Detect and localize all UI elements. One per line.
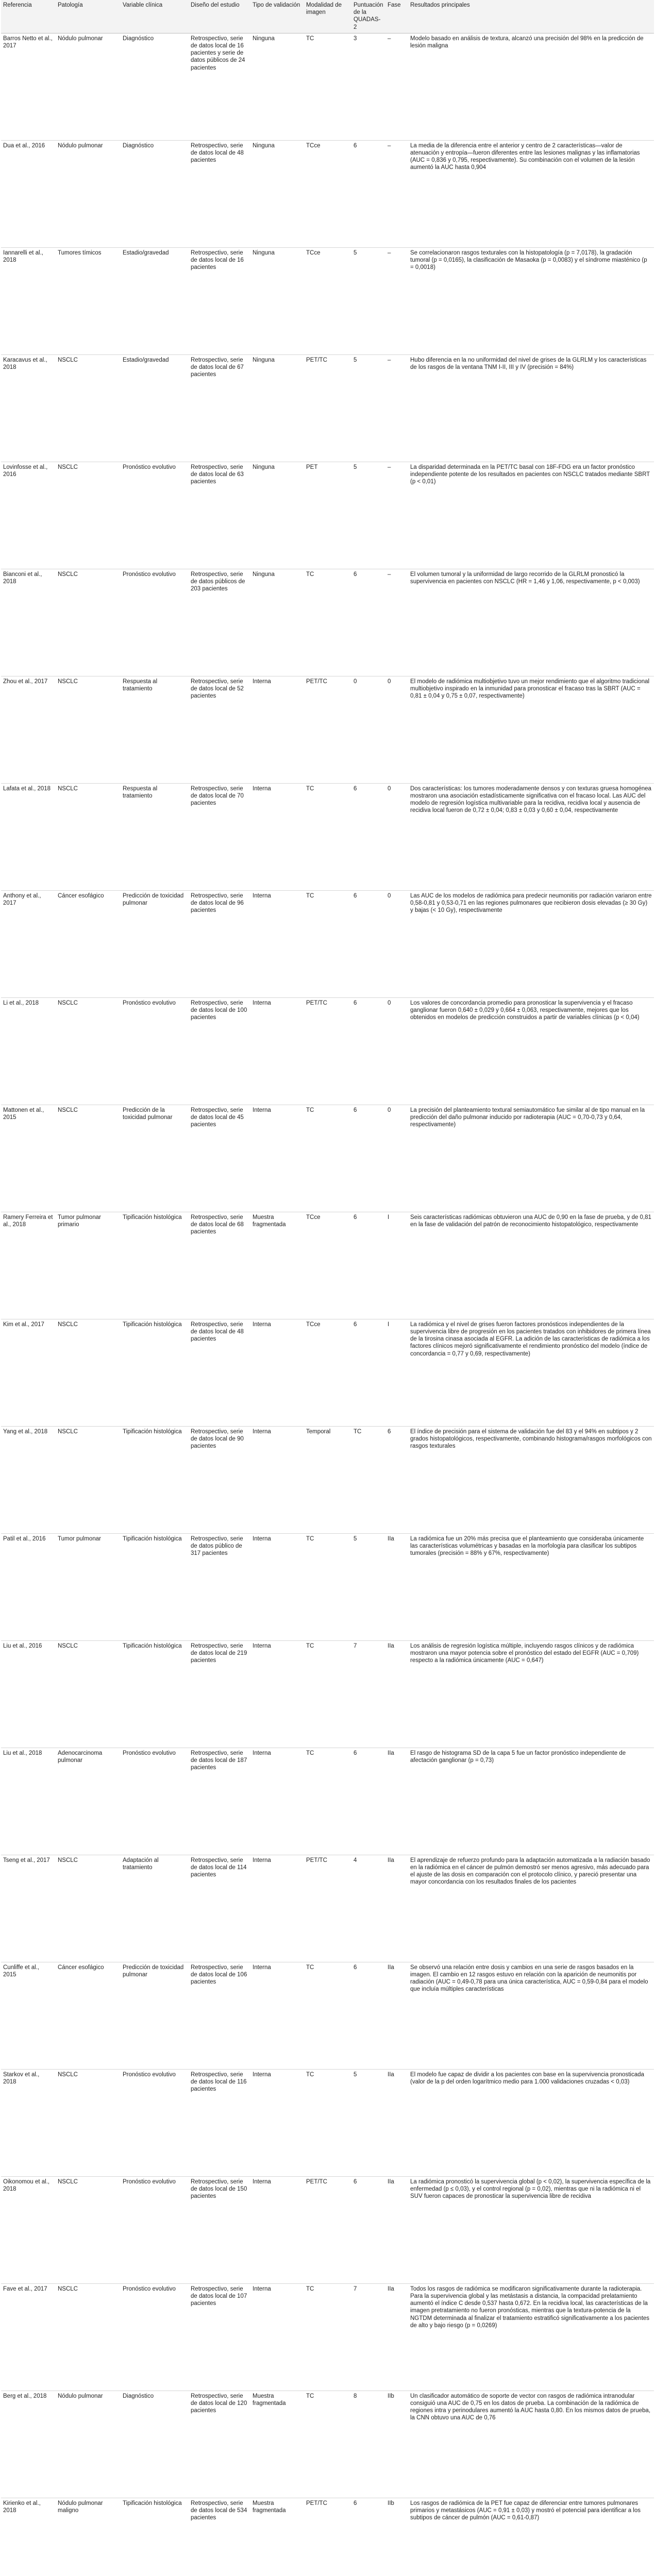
table-cell: Los rasgos de radiómica de la PET fue capaz de diferenciar entre tumores pulmonares primarios y metastásicos (AUC = 0,91 ± 0,03) y mostró el potencial para identificar a los subtipos de cáncer de pulmón (AUC = 0,61-0,87) (410, 2500, 641, 2521)
table-cell: Lafata et al., 2018 (3, 785, 51, 792)
table-row (1, 462, 654, 569)
table-cell: NSCLC (58, 1107, 78, 1113)
table-cell: – (388, 464, 391, 470)
table-cell: El volumen tumoral y la uniformidad de largo recorrido de la GLRLM pronosticó la supervivencia en pacientes con NSCLC (HR = 1,46 y 1,06, respectivamente, p < 0,003) (410, 571, 640, 585)
table-cell: – (388, 571, 391, 578)
table-cell: Retrospectivo, serie de datos local de 45 pacientes (191, 1107, 244, 1128)
table-cell: NSCLC (58, 1642, 78, 1649)
table-cell: PET/TC (306, 999, 327, 1006)
table-cell: Retrospectivo, serie de datos local de 52 pacientes (191, 678, 244, 700)
table-cell: Cáncer esofágico (58, 892, 104, 899)
table-cell: Respuesta al tratamiento (123, 785, 158, 800)
table-cell: TC (306, 571, 314, 578)
table-cell: I (388, 1214, 390, 1221)
table-cell: PET/TC (306, 357, 327, 363)
table-cell: Cáncer esofágico (58, 1964, 104, 1971)
table-cell: TC (306, 1964, 314, 1971)
table-cell: Dos características: los tumores moderadamente densos y con texturas gruesa homogénea mostraron una asociación estadísticamente significativa con el fracaso local. Las AUC del modelo de regresión logística multivariable para la recidiva, recidiva local y ausencia de recidiva local fueron de 0,72 ± 0,04; 0,83 ± 0,03 y 0,60 ± 0,04, respectivamente (410, 785, 651, 814)
table-cell: Retrospectivo, serie de datos públicos de 203 pacientes (191, 571, 245, 592)
table-cell: Un clasificador automático de soporte de vector con rasgos de radiómica intranodular consiguió una AUC de 0,75 en los datos de prueba. La combinación de la radiómica de regiones intra y perinodulares aumentó la AUC hasta 0,80. En los mismos datos de prueba, la CNN obtuvo una AUC de 0,76 (410, 2393, 651, 2421)
table-cell: Muestra fragmentada (253, 1214, 286, 1228)
table-cell: Pronóstico evolutivo (123, 2285, 176, 2292)
table-cell: Interna (253, 1857, 271, 1863)
table-cell: IIa (388, 1535, 394, 1542)
table-cell: Predicción de toxicidad pulmonar (123, 1964, 184, 1978)
table-cell: Pronóstico evolutivo (123, 464, 176, 470)
table-cell: NSCLC (58, 1321, 78, 1328)
table-cell: 4 (354, 1857, 357, 1863)
table-cell: TC (306, 1107, 314, 1113)
table-cell: 6 (354, 142, 357, 149)
table-cell: NSCLC (58, 357, 78, 363)
table-cell: NSCLC (58, 785, 78, 792)
table-cell: 8 (354, 2393, 357, 2399)
table-cell: NSCLC (58, 2285, 78, 2292)
table-cell: Nódulo pulmonar maligno (58, 2500, 103, 2514)
table-cell: Interna (253, 1964, 271, 1971)
table-cell: IIa (388, 2178, 394, 2185)
table-cell: Interna (253, 999, 271, 1006)
table-row (1, 890, 654, 997)
table-cell: Muestra fragmentada (253, 2393, 286, 2407)
table-row (1, 2498, 654, 2576)
table-cell: Adenocarcinoma pulmonar (58, 1750, 103, 1764)
table-cell: 5 (354, 464, 357, 470)
table-cell: – (388, 357, 391, 363)
table-cell: Retrospectivo, serie de datos local de 114 pacientes (191, 1857, 247, 1878)
table-cell: Tipificación histológica (123, 1214, 182, 1221)
table-header (1, 0, 654, 33)
table-cell: 6 (354, 1750, 357, 1756)
table-cell: Modelo basado en análisis de textura, alcanzó una precisión del 98% en la predicción de lesión maligna (410, 35, 644, 49)
table-cell: – (388, 142, 391, 149)
table-cell: 6 (354, 1214, 357, 1221)
table-cell: IIa (388, 2285, 394, 2292)
table-cell: Retrospectivo, serie de datos local de 120 pacientes (191, 2393, 247, 2414)
table-cell: El índice de precisión para el sistema de validación fue del 83 y el 94% en subtipos y 2 grados histopatológicos, respectivamente, combinando histograma/rasgos morfológicos con rasgos texturales (410, 1428, 652, 1450)
table-cell: Diagnóstico (123, 35, 154, 42)
table-cell: Estadio/gravedad (123, 357, 169, 363)
table-cell: Iannarelli et al., 2018 (3, 249, 43, 264)
table-cell: Pronóstico evolutivo (123, 999, 176, 1006)
table-cell: La media de la diferencia entre el anterior y centro de 2 características—valor de atenuación y entropía—fueron diferentes entre las lesiones malignas y las inflamatorias (AUC = 0,836 y 0,795, respectivamente). Su combinación con el volumen de la lesión aumentó la AUC hasta 0,904 (410, 142, 640, 171)
table-cell: Retrospectivo, serie de datos local de 116 pacientes (191, 2071, 247, 2093)
table-cell: TC (306, 2071, 314, 2078)
table-cell: Predicción de la toxicidad pulmonar (123, 1107, 173, 1121)
table-cell: TC (306, 892, 314, 899)
header-row (1, 0, 654, 33)
table-row (1, 997, 654, 1105)
table-cell: Liu et al., 2016 (3, 1642, 42, 1649)
table-cell: TC (354, 1428, 362, 1435)
table-cell: TC (306, 2393, 314, 2399)
table-cell: Retrospectivo, serie de datos público de 317 pacientes (191, 1535, 243, 1557)
table-cell: La radiómica fue un 20% más precisa que el planteamiento que consideraba únicamente las características volumétricas y basadas en la morfología para clasificar los subtipos tumorales (precisión = 88% y 67%, respectivamente) (410, 1535, 644, 1557)
table-row (1, 1533, 654, 1640)
table-cell: TC (306, 1535, 314, 1542)
table-cell: Retrospectivo, serie de datos local de 16 pacientes (191, 249, 244, 271)
table-row (1, 1640, 654, 1748)
table-cell: Tipificación histológica (123, 2500, 182, 2506)
table-cell: Anthony et al., 2017 (3, 892, 41, 907)
table-cell: IIa (388, 1964, 394, 1971)
table-cell: 0 (388, 678, 391, 685)
table-cell: 3 (354, 35, 357, 42)
table-row (1, 2391, 654, 2498)
table-cell: I (388, 1321, 390, 1328)
table-cell: Retrospectivo, serie de datos local de 100 pacientes (191, 999, 247, 1021)
table-cell: Tipificación histológica (123, 1428, 182, 1435)
table-row (1, 676, 654, 783)
table-cell: Karacavus et al., 2018 (3, 357, 47, 371)
table-cell: 6 (354, 2178, 357, 2185)
table-cell: La disparidad determinada en la PET/TC basal con 18F-FDG era un factor pronóstico independiente potente de los resultados en pacientes con NSCLC tratados mediante SBRT (p < 0,01) (410, 464, 650, 485)
table-cell: Retrospectivo, serie de datos local de 96 pacientes (191, 892, 244, 914)
table-cell: Pronóstico evolutivo (123, 2178, 176, 2185)
table-cell: Retrospectivo, serie de datos local de 219 pacientes (191, 1642, 247, 1664)
table-cell: Tumores tímicos (58, 249, 102, 256)
table-cell: Interna (253, 1428, 271, 1435)
table-row (1, 2283, 654, 2391)
table-cell: Interna (253, 678, 271, 685)
table-cell: NSCLC (58, 2178, 78, 2185)
table-cell: IIa (388, 1642, 394, 1649)
table-cell: IIa (388, 1750, 394, 1756)
column-header: Diseño del estudio (189, 0, 250, 33)
table-cell: IIa (388, 1857, 394, 1863)
table-cell: 0 (388, 999, 391, 1006)
table-cell: 6 (354, 1964, 357, 1971)
table-row (1, 140, 654, 247)
table-cell: PET/TC (306, 678, 327, 685)
table-cell: 0 (388, 785, 391, 792)
column-header: Resultados principales (408, 0, 654, 33)
table-body (1, 33, 654, 2576)
table-cell: Tseng et al., 2017 (3, 1857, 50, 1863)
table-cell: – (388, 249, 391, 256)
table-cell: TC (306, 2285, 314, 2292)
table-cell: Retrospectivo, serie de datos local de 48 pacientes (191, 142, 244, 164)
table-row (1, 569, 654, 676)
table-cell: Se correlacionaron rasgos texturales con la histopatología (p = 7,0178), la gradación tumoral (p = 0,0165), la clasificación de Masaoka (p = 0,0083) y el síndrome miasténico (p = 0,0018) (410, 249, 647, 271)
table-cell: NSCLC (58, 678, 78, 685)
table-cell: Ramery Ferreira et al., 2018 (3, 1214, 53, 1228)
table-cell: NSCLC (58, 464, 78, 470)
table-cell: 7 (354, 2285, 357, 2292)
table-cell: 5 (354, 249, 357, 256)
table-cell: Retrospectivo, serie de datos local de 48 pacientes (191, 1321, 244, 1343)
column-header: Variable clínica (121, 0, 189, 33)
table-cell: Nódulo pulmonar (58, 142, 103, 149)
table-cell: Ninguna (253, 249, 275, 256)
table-cell: Respuesta al tratamiento (123, 678, 158, 692)
table-cell: Kirienko et al., 2018 (3, 2500, 41, 2514)
table-cell: El modelo de radiómica multiobjetivo tuvo un mejor rendimiento que el algoritmo tradicional multiobjetivo inspirado en la inmunidad para pronosticar el fracaso tras la SBRT (AUC = 0,81 ± 0,04 y 0,75 ± 0,07, respectivamente) (410, 678, 650, 700)
table-cell: NSCLC (58, 1428, 78, 1435)
table-row (1, 2176, 654, 2283)
table-cell: Ninguna (253, 357, 275, 363)
table-cell: Temporal (306, 1428, 331, 1435)
table-cell: Interna (253, 2071, 271, 2078)
table-cell: Oikonomou et al., 2018 (3, 2178, 50, 2193)
table-cell: La radiómica y el nivel de grises fueron factores pronósticos independientes de la supervivencia libre de progresión en los pacientes tratados con inhibidores de primera línea de la tirosina cinasa asociada al EGFR. La adición de las características de radiómica a los factores clínicos mejoró significativamente el rendimiento pronóstico del modelo (índice de concordancia = 0,77 y 0,69, respectivamente) (410, 1321, 651, 1357)
table-cell: Mattonen et al., 2015 (3, 1107, 44, 1121)
table-cell: 5 (354, 357, 357, 363)
table-cell: 6 (354, 1107, 357, 1113)
table-cell: 6 (354, 999, 357, 1006)
table-cell: Adaptación al tratamiento (123, 1857, 159, 1871)
table-row (1, 2069, 654, 2176)
table-cell: Yang et al., 2018 (3, 1428, 48, 1435)
table-row (1, 1962, 654, 2069)
table-cell: Barros Netto et al., 2017 (3, 35, 53, 49)
table-cell: Cunliffe et al., 2015 (3, 1964, 40, 1978)
table-cell: 5 (354, 2071, 357, 2078)
table-cell: TC (306, 1750, 314, 1756)
table-cell: Lovinfosse et al., 2016 (3, 464, 48, 478)
table-cell: 0 (388, 892, 391, 899)
table-cell: Tumor pulmonar (58, 1535, 101, 1542)
table-cell: Predicción de toxicidad pulmonar (123, 892, 184, 907)
table-row (1, 783, 654, 890)
table-cell: IIb (388, 2393, 394, 2399)
table-cell: Tumor pulmonar primario (58, 1214, 101, 1228)
table-cell: Retrospectivo, serie de datos local de 70 pacientes (191, 785, 244, 807)
table-cell: Interna (253, 785, 271, 792)
table-cell: PET/TC (306, 2500, 327, 2506)
table-cell: Pronóstico evolutivo (123, 571, 176, 578)
table-cell: 7 (354, 1642, 357, 1649)
table-cell: Tipificación histológica (123, 1642, 182, 1649)
column-header: Patología (56, 0, 121, 33)
table-row (1, 1319, 654, 1426)
column-header: Puntuación de la QUADAS-2 (351, 0, 385, 33)
table-cell: NSCLC (58, 999, 78, 1006)
table-cell: Interna (253, 1107, 271, 1113)
table-row (1, 247, 654, 354)
table-cell: NSCLC (58, 2071, 78, 2078)
table-cell: – (388, 35, 391, 42)
table-cell: 0 (354, 678, 357, 685)
table-row (1, 1426, 654, 1533)
table-cell: Pronóstico evolutivo (123, 2071, 176, 2078)
table-cell: Todos los rasgos de radiómica se modificaron significativamente durante la radioterapia. Para la supervivencia global y las metástasis a distancia, la compacidad prelatamiento aumentó el índice C desde 0,537 hasta 0,672. En la recidiva local, las características de la imagen pretratamiento no fueron pronósticas, mientras que la textura-potencia de la NGTDM determinada al finalizar el tratamiento estratificó significativamente a los pacientes de alto y bajo riesgo (p = 0,0269) (410, 2285, 650, 2329)
table-row (1, 1105, 654, 1212)
table-cell: Berg et al., 2018 (3, 2393, 47, 2399)
table-cell: 6 (354, 571, 357, 578)
table-cell: 6 (388, 1428, 391, 1435)
table-cell: Ninguna (253, 142, 275, 149)
table-cell: Se observó una relación entre dosis y cambios en una serie de rasgos basados en la imagen. El cambio en 12 rasgos estuvo en relación con la aparición de neumonitis por radiación (AUC = 0,49-0,78 para una única característica, AUC = 0,59-0,84 para el modelo que incluía múltiples características (410, 1964, 648, 1993)
table-cell: Nódulo pulmonar (58, 2393, 103, 2399)
table-cell: TC (306, 1642, 314, 1649)
table-cell: Interna (253, 2178, 271, 2185)
table-cell: Interna (253, 892, 271, 899)
table-row (1, 1748, 654, 1855)
table-cell: Ninguna (253, 571, 275, 578)
table-cell: Retrospectivo, serie de datos local de 150 pacientes (191, 2178, 247, 2200)
table-cell: 0 (388, 1107, 391, 1113)
table-cell: Retrospectivo, serie de datos local de 67 pacientes (191, 357, 244, 378)
table-cell: Nódulo pulmonar (58, 35, 103, 42)
table-cell: IIb (388, 2500, 394, 2506)
table-cell: TCce (306, 249, 321, 256)
table-cell: Li et al., 2018 (3, 999, 39, 1006)
table-cell: Ninguna (253, 464, 275, 470)
table-cell: Tipificación histológica (123, 1321, 182, 1328)
table-cell: NSCLC (58, 1857, 78, 1863)
table-cell: Retrospectivo, serie de datos local de 63 pacientes (191, 464, 244, 485)
table-cell: IIa (388, 2071, 394, 2078)
table-cell: Retrospectivo, serie de datos local de 107 pacientes (191, 2285, 247, 2307)
table-cell: Estadio/gravedad (123, 249, 169, 256)
table-cell: TC (306, 785, 314, 792)
table-cell: Diagnóstico (123, 142, 154, 149)
table-row (1, 354, 654, 462)
table-cell: Zhou et al., 2017 (3, 678, 48, 685)
table-cell: Los análisis de regresión logística múltiple, incluyendo rasgos clínicos y de radiómica mostraron una mayor potencia sobre el pronóstico del estado del EGFR (AUC = 0,709) respecto a la radiómica únicamente (AUC = 0,647) (410, 1642, 639, 1664)
table-cell: El rasgo de histograma SD de la capa 5 fue un factor pronóstico independiente de afectación ganglionar (p = 0,73) (410, 1750, 626, 1764)
table-row (1, 33, 654, 140)
table-cell: TCce (306, 1321, 321, 1328)
table-cell: Bianconi et al., 2018 (3, 571, 42, 585)
table-cell: Retrospectivo, serie de datos local de 16 pacientes y serie de datos públicos de 24 pacientes (191, 35, 245, 71)
table-cell: PET (306, 464, 318, 470)
table-cell: Fave et al., 2017 (3, 2285, 47, 2292)
table-cell: Las AUC de los modelos de radiómica para predecir neumonitis por radiación variaron entre 0,58-0,81 y 0,53-0,71 en las regiones pulmonares que recibieron dosis elevadas (≥ 30 Gy) y bajas (< 10 Gy), respectivamente (410, 892, 652, 914)
table-cell: Interna (253, 1321, 271, 1328)
table-cell: 6 (354, 1321, 357, 1328)
table-cell: Ninguna (253, 35, 275, 42)
table-cell: Hubo diferencia en la no uniformidad del nivel de grises de la GLRLM y los características de los rasgos de la ventana TNM I-II, III y IV (precisión = 84%) (410, 357, 647, 371)
table-cell: PET/TC (306, 2178, 327, 2185)
table-cell: La radiómica pronosticó la supervivencia global (p < 0,02), la supervivencia específica de la enfermedad (p ≤ 0,03), y el control regional (p = 0,02), mientras que ni la radiómica ni el SUV fueron capaces de pronosticar la supervivencia libre de recidiva (410, 2178, 651, 2200)
table-cell: Retrospectivo, serie de datos local de 68 pacientes (191, 1214, 244, 1235)
table-cell: TCce (306, 142, 321, 149)
column-header: Tipo de validación (250, 0, 304, 33)
table-cell: Interna (253, 1535, 271, 1542)
column-header: Fase (385, 0, 408, 33)
table-cell: Kim et al., 2017 (3, 1321, 44, 1328)
table-cell: Retrospectivo, serie de datos local de 90 pacientes (191, 1428, 244, 1450)
table-row (1, 1855, 654, 1962)
table-cell: NSCLC (58, 571, 78, 578)
table-cell: Liu et al., 2018 (3, 1750, 42, 1756)
column-header: Referencia (1, 0, 56, 33)
table-cell: Interna (253, 1642, 271, 1649)
table-cell: 6 (354, 785, 357, 792)
column-header: Modalidad de imagen (304, 0, 351, 33)
table-cell: Interna (253, 2285, 271, 2292)
table-cell: Diagnóstico (123, 2393, 154, 2399)
table-cell: El modelo fue capaz de dividir a los pacientes con base en la supervivencia pronosticada (valor de la p del orden logarítmico medio para 1.000 validaciones cruzadas < 0,03) (410, 2071, 644, 2086)
table-cell: Muestra fragmentada (253, 2500, 286, 2514)
table-cell: Retrospectivo, serie de datos local de 187 pacientes (191, 1750, 247, 1771)
table-cell: El aprendizaje de refuerzo profundo para la adaptación automatizada a la radiación basado en la radiómica en el cáncer de pulmón demostró ser menos agresivo, más adecuado para el ajuste de las dosis en comparación con el protocolo clínico, y pareció presentar una mayor concordancia con los resultados finales de los pacientes (410, 1857, 650, 1886)
table-cell: Tipificación histológica (123, 1535, 182, 1542)
table-cell: TCce (306, 1214, 321, 1221)
table-cell: 6 (354, 892, 357, 899)
studies-table (1, 0, 654, 2576)
table-cell: La precisión del planteamiento textural semiautomático fue similar al de tipo manual en la predicción del daño pulmonar inducido por radioterapia (AUC = 0,70-0,73 y 0,64, respectivamente) (410, 1107, 645, 1128)
table-cell: 5 (354, 1535, 357, 1542)
table-cell: TC (306, 35, 314, 42)
table-cell: Retrospectivo, serie de datos local de 534 pacientes (191, 2500, 247, 2521)
table-cell: Dua et al., 2016 (3, 142, 45, 149)
table-cell: Retrospectivo, serie de datos local de 106 pacientes (191, 1964, 247, 1986)
table-row (1, 1212, 654, 1319)
table-cell: Seis características radiómicas obtuvieron una AUC de 0,90 en la fase de prueba, y de 0,81 en la fase de validación del patrón de reconocimiento histopatológico, respectivamente (410, 1214, 651, 1228)
table-cell: Starkov et al., 2018 (3, 2071, 40, 2086)
table-cell: Interna (253, 1750, 271, 1756)
table-cell: Pronóstico evolutivo (123, 1750, 176, 1756)
table-cell: 6 (354, 2500, 357, 2506)
table-cell: Los valores de concordancia promedio para pronosticar la supervivencia y el fracaso ganglionar fueron 0,640 ± 0,029 y 0,664 ± 0,063, respectivamente, mejores que los obtenidos en modelos de predicción construidos a partir de variables clínicas (p < 0,04) (410, 999, 640, 1021)
table-cell: PET/TC (306, 1857, 327, 1863)
table-cell: Patil et al., 2016 (3, 1535, 46, 1542)
